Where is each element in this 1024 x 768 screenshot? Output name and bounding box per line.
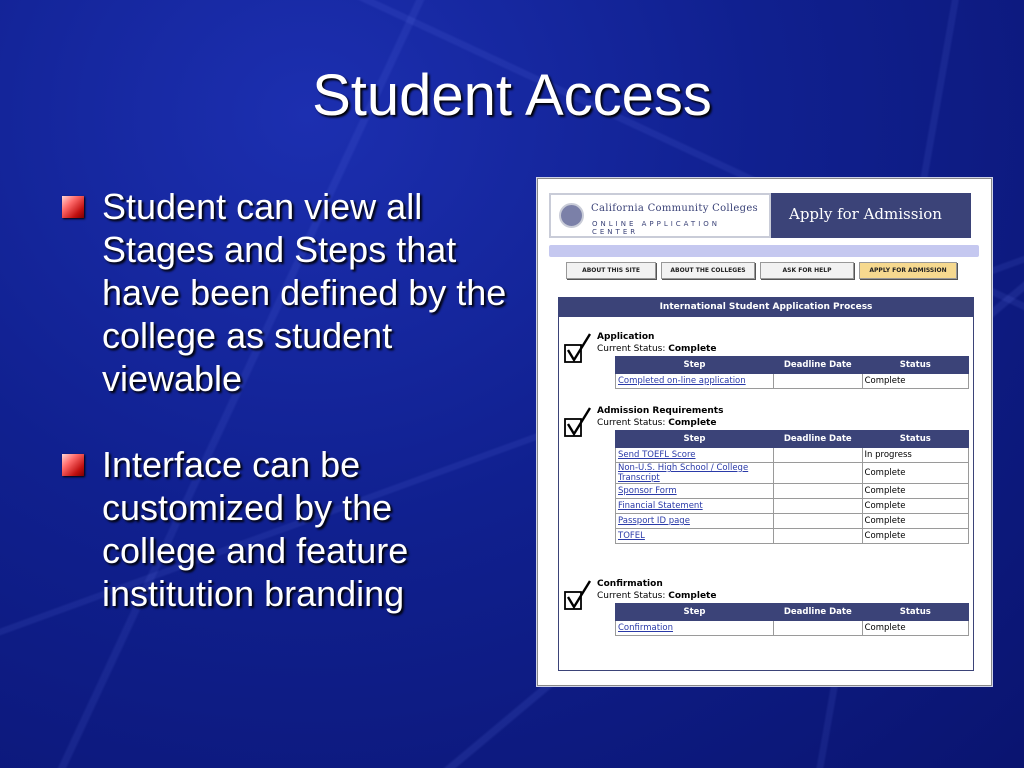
- step-link[interactable]: TOFEL: [616, 529, 774, 544]
- column-header: Step: [616, 431, 774, 448]
- deadline-cell: [773, 514, 862, 529]
- header-divider-bar: [549, 245, 979, 257]
- column-header: Status: [862, 431, 968, 448]
- bullet-list: [62, 185, 512, 658]
- step-link[interactable]: Completed on-line application: [616, 374, 774, 389]
- checkmark-icon: [563, 579, 593, 613]
- process-panel: [558, 297, 974, 671]
- step-link[interactable]: Financial Statement: [616, 499, 774, 514]
- status-prefix: Current Status:: [597, 344, 666, 354]
- column-header: Status: [862, 357, 968, 374]
- table-row: [616, 499, 969, 514]
- stage-title: Application: [597, 332, 655, 342]
- checkmark-icon: [563, 406, 593, 440]
- deadline-cell: [773, 529, 862, 544]
- stage-title: Admission Requirements: [597, 406, 724, 416]
- banner-title: Apply for Admission: [789, 205, 942, 223]
- bullet-text: Student can view all Stages and Steps that have been defined by the college as student viewable: [102, 186, 507, 399]
- column-header: Step: [616, 357, 774, 374]
- status-cell: Complete: [862, 514, 968, 529]
- college-seal-icon: [559, 203, 584, 228]
- status-value: Complete: [668, 418, 717, 428]
- table-row: [616, 514, 969, 529]
- status-cell: Complete: [862, 374, 968, 389]
- stage-status: [597, 591, 716, 601]
- application-screenshot: [537, 178, 992, 686]
- bullet-item: [62, 443, 512, 615]
- nav-about-site[interactable]: ABOUT THIS SITE: [566, 262, 656, 279]
- table-row: [616, 374, 969, 389]
- status-cell: Complete: [862, 484, 968, 499]
- status-cell: Complete: [862, 529, 968, 544]
- column-header: Status: [862, 604, 968, 621]
- bullet-marker-icon: [62, 196, 84, 218]
- table-row: [616, 484, 969, 499]
- status-prefix: Current Status:: [597, 591, 666, 601]
- logo-subtitle: ONLINE APPLICATION CENTER: [592, 220, 721, 236]
- slide-title: Student Access: [312, 63, 712, 128]
- column-header: Deadline Date: [774, 604, 863, 621]
- stage-title: Confirmation: [597, 579, 663, 589]
- step-link[interactable]: Passport ID page: [616, 514, 774, 529]
- site-header: [549, 193, 971, 238]
- column-header: Deadline Date: [773, 431, 862, 448]
- checkmark-icon: [563, 332, 593, 366]
- bullet-marker-icon: [62, 454, 84, 476]
- status-value: Complete: [668, 344, 717, 354]
- stage-status: [597, 418, 716, 428]
- column-header: Deadline Date: [773, 357, 862, 374]
- step-link[interactable]: Sponsor Form: [616, 484, 774, 499]
- status-cell: Complete: [862, 499, 968, 514]
- nav-apply-admission[interactable]: APPLY FOR ADMISSION: [859, 262, 957, 279]
- process-title: International Student Application Process: [559, 298, 973, 317]
- logo-title: California Community Colleges: [591, 203, 758, 214]
- column-header: Step: [616, 604, 774, 621]
- bullet-text: Interface can be customized by the college and feature institution branding: [102, 444, 409, 614]
- nav-ask-help[interactable]: ASK FOR HELP: [760, 262, 854, 279]
- status-cell: Complete: [862, 621, 968, 636]
- deadline-cell: [773, 484, 862, 499]
- deadline-cell: [773, 463, 862, 484]
- steps-table: [615, 603, 969, 636]
- step-link[interactable]: Non-U.S. High School / College Transcript: [616, 463, 774, 484]
- status-cell: Complete: [862, 463, 968, 484]
- deadline-cell: [773, 499, 862, 514]
- steps-table: [615, 356, 969, 389]
- status-value: Complete: [668, 591, 717, 601]
- status-prefix: Current Status:: [597, 418, 666, 428]
- stage-status: [597, 344, 716, 354]
- table-row: [616, 529, 969, 544]
- table-row: [616, 463, 969, 484]
- college-logo[interactable]: [549, 193, 771, 238]
- steps-table: [615, 430, 969, 544]
- deadline-cell: [773, 448, 862, 463]
- top-nav: [566, 262, 957, 277]
- nav-about-colleges[interactable]: ABOUT THE COLLEGES: [661, 262, 755, 279]
- deadline-cell: [774, 621, 863, 636]
- status-cell: In progress: [862, 448, 968, 463]
- table-row: [616, 448, 969, 463]
- bullet-item: [62, 185, 512, 400]
- step-link[interactable]: Send TOEFL Score: [616, 448, 774, 463]
- step-link[interactable]: Confirmation: [616, 621, 774, 636]
- deadline-cell: [773, 374, 862, 389]
- table-row: [616, 621, 969, 636]
